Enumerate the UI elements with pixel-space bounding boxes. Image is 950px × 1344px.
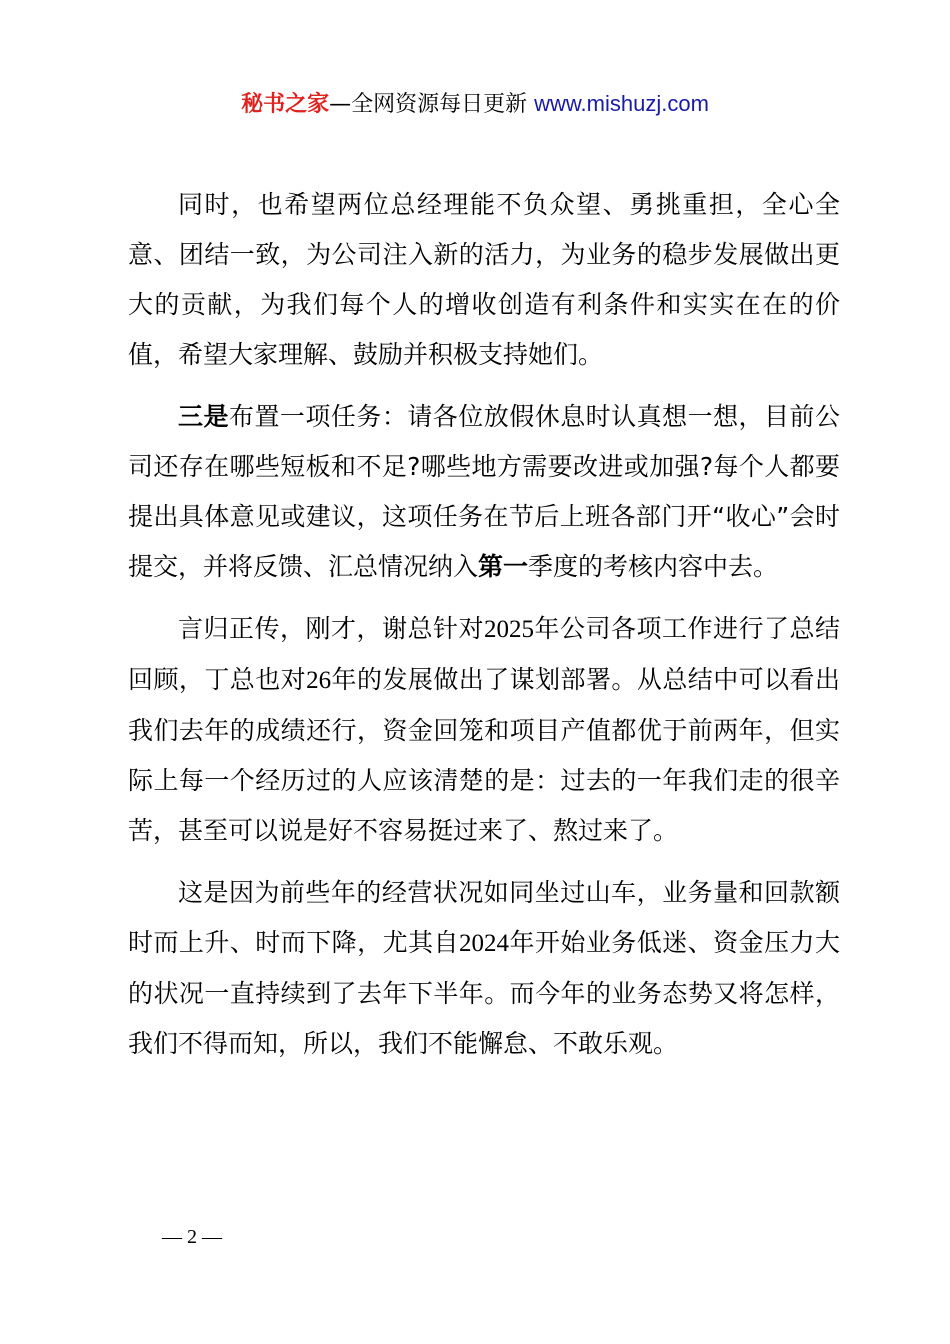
paragraph-4-text-a: 这是因为前些年的经营状况如同坐过山车，业务量和回款额时而上升、时而下降，尤其自 [128, 878, 840, 957]
paragraph-3-text-b: 年公司各项工作进行了总结回顾，丁总也对 [128, 614, 840, 694]
paragraph-2-lead: 三是 [178, 402, 229, 431]
paragraph-4-text-b: 年开始业务低迷、资金压力大的状况一直持续到了去年下半年。而今年的业务态势又将怎样，我们不得而知，所以，我们不能懈怠、不敢乐观。 [128, 928, 840, 1058]
paragraph-3-text-c: 年的发展做出了谋划部署。从总结中可以看出我们去年的成绩还行，资金回笼和项目产值都优于前两年，但实际上每一个经历过的人应该清楚的是：过去的一年我们走的很辛苦，甚至可以说是好不容易挺过来了、熬过来了。 [128, 665, 840, 845]
paragraph-3 [128, 604, 840, 856]
brand-name: 秘书之家 [241, 92, 330, 117]
paragraph-2-emphasis: 第一 [478, 552, 529, 581]
paragraph-2-text-a: 布置一项任务：请各位放假休息时认真想一想，目前公司还存在哪些短板和不足?哪些地方需要改进或加强?每个人都要提出具体意见或建议，这项任务在节后上班各部门开“收心”会时提交，并将反馈、汇总情况纳入 [128, 402, 840, 581]
paragraph-4 [128, 868, 840, 1069]
document-body [128, 180, 840, 1081]
paragraph-1 [128, 180, 840, 380]
paragraph-4-year: 2024 [459, 930, 509, 957]
page-number: — 2 — [162, 1226, 222, 1248]
paragraph-3-text-a: 言归正传，刚才，谢总针对 [178, 614, 484, 643]
paragraph-2 [128, 392, 840, 592]
paragraph-3-year-1: 2025 [484, 616, 534, 643]
paragraph-1-text: 同时，也希望两位总经理能不负众望、勇挑重担，全心全意、团结一致，为公司注入新的活力，为业务的稳步发展做出更大的贡献，为我们每个人的增收创造有利条件和实实在在的价值，希望大家理解、鼓励并积极支持她们。 [128, 190, 840, 369]
header-tagline: —全网资源每日更新 [329, 92, 535, 117]
paragraph-2-text-b: 季度的考核内容中去。 [528, 552, 779, 581]
site-header [0, 88, 950, 121]
paragraph-3-year-2: 26 [306, 667, 332, 694]
site-url[interactable]: www.mishuzj.com [534, 91, 709, 116]
